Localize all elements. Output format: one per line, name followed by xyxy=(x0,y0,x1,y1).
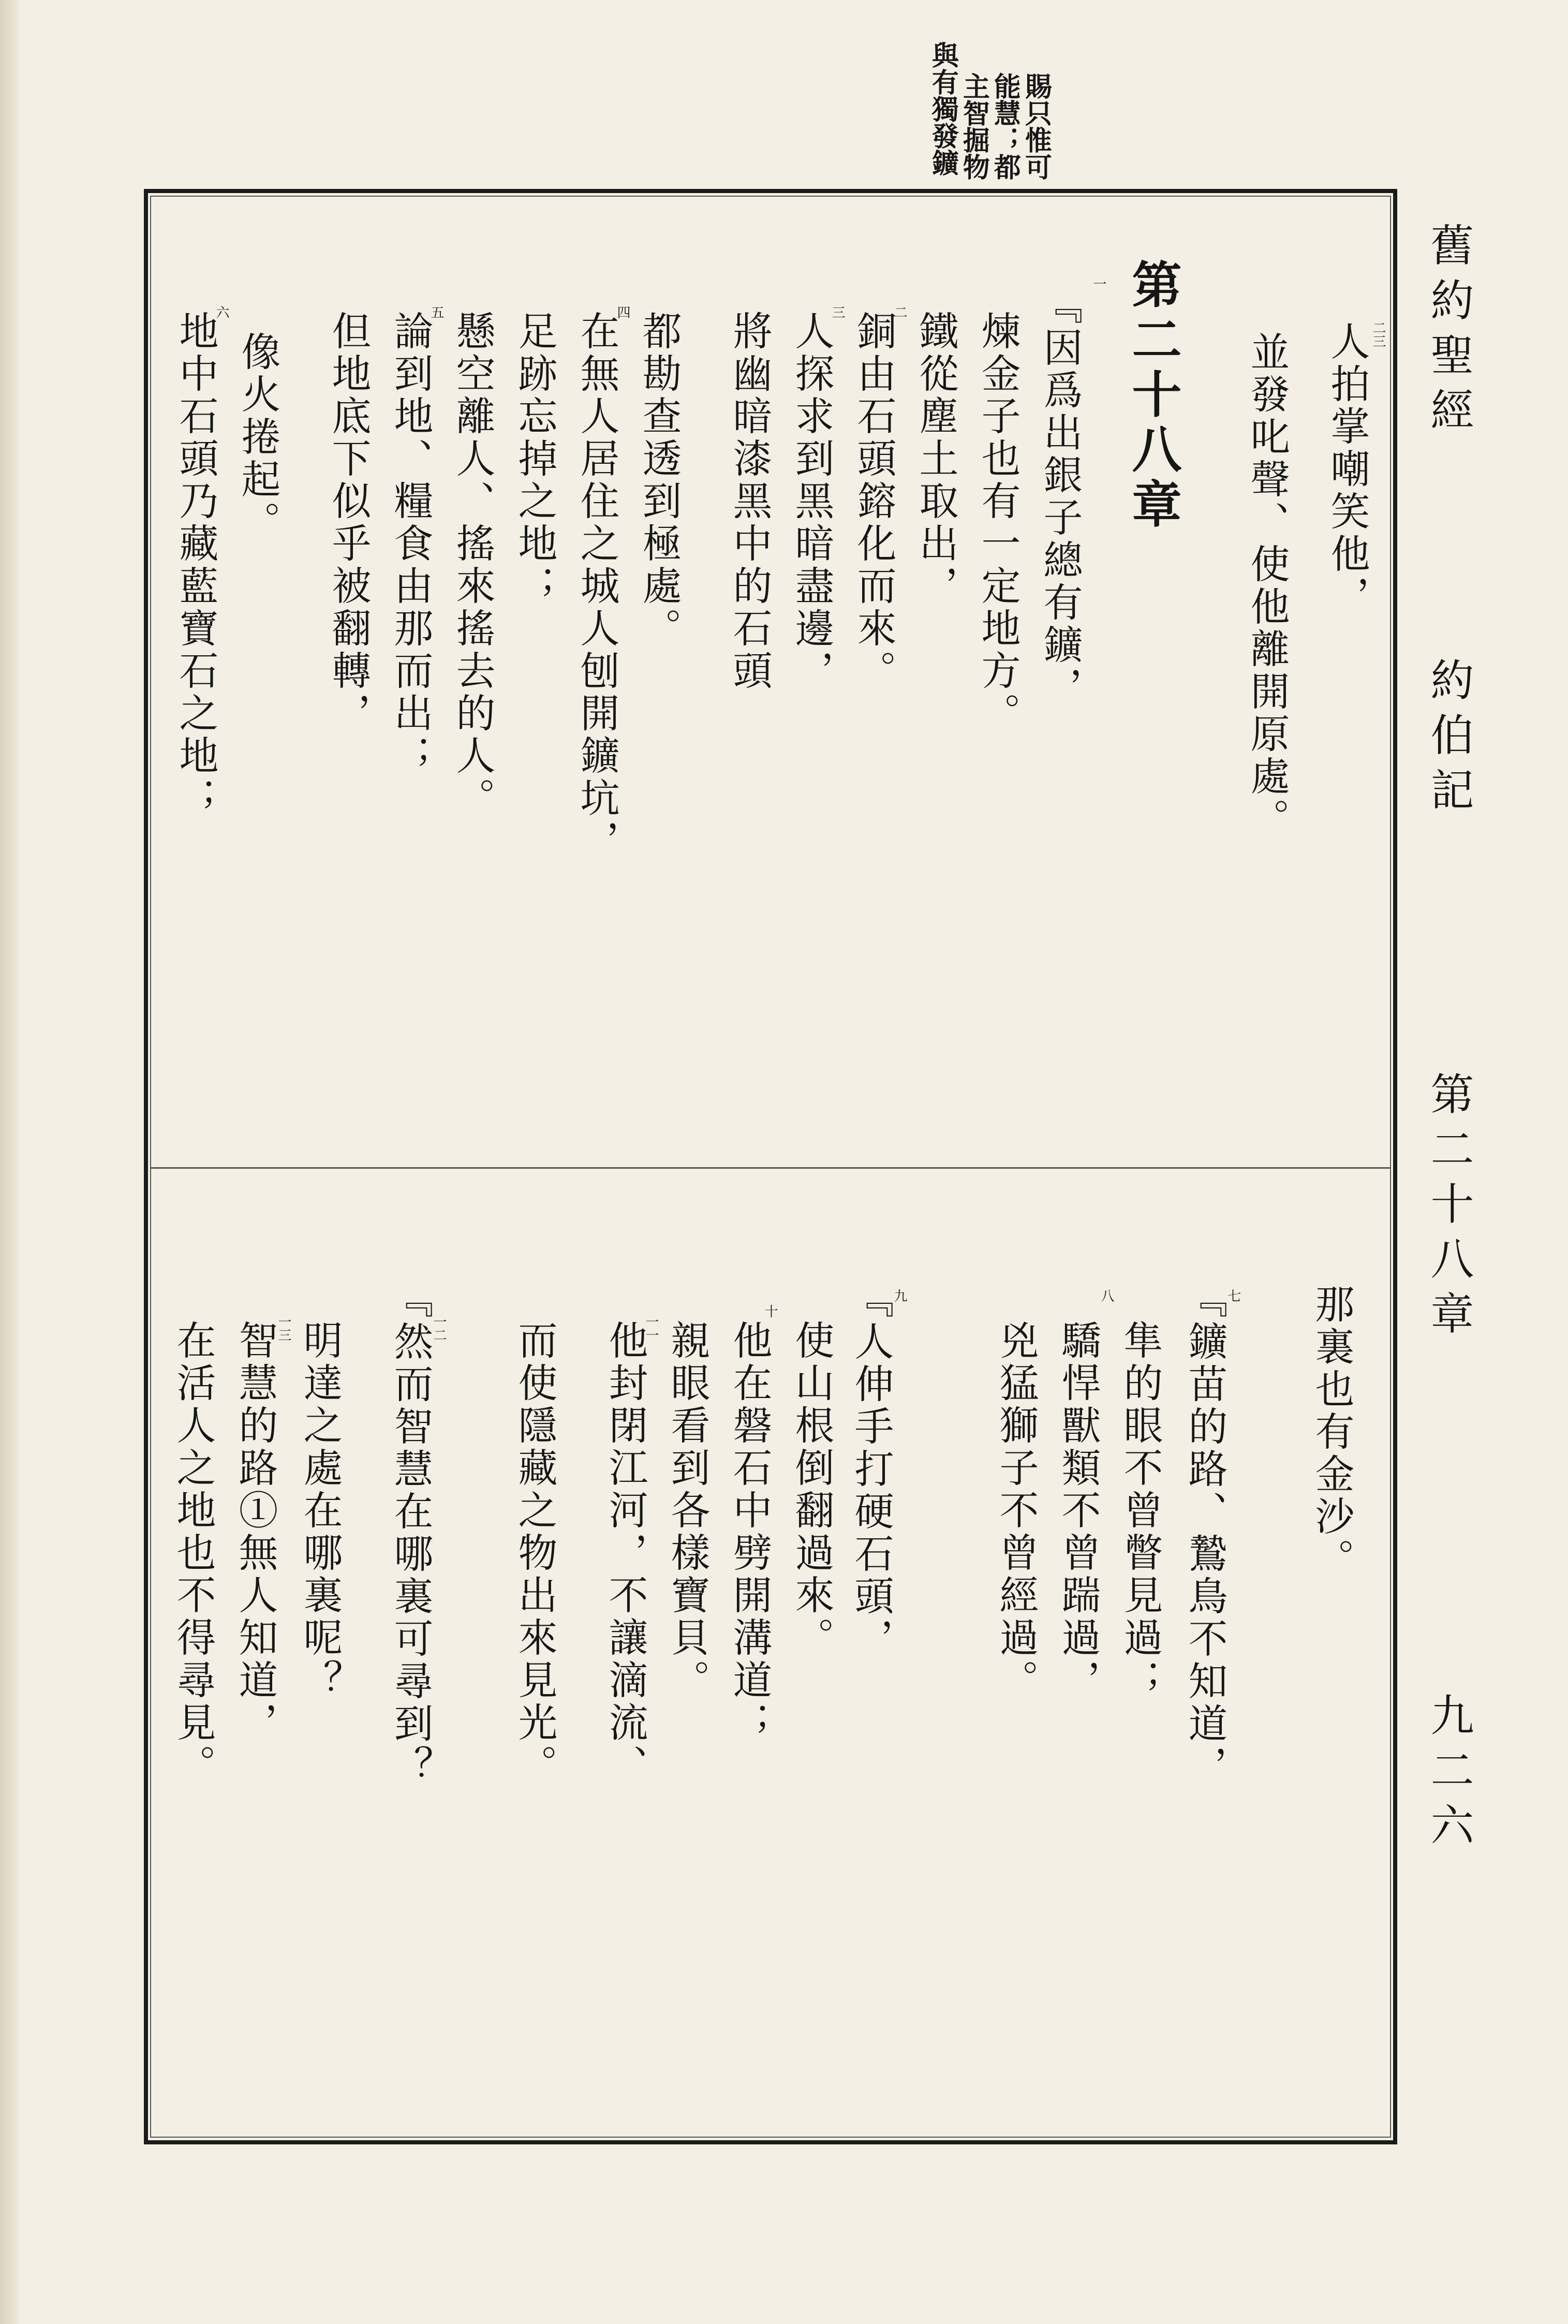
verse-number: 二三 xyxy=(1370,321,1386,348)
text-line: 明達之處在哪裏呢？ xyxy=(297,1320,343,1702)
text-line: 人拍掌嘲笑他， xyxy=(1324,321,1370,618)
verse-number: 十 xyxy=(762,1304,778,1318)
text-line: 親眼看到各樣寶貝。 xyxy=(664,1320,711,1702)
text-line: 『然而智慧在哪裏可尋到？ xyxy=(388,1278,434,1788)
text-line: 『鑛苗的路、鷙鳥不知道， xyxy=(1182,1278,1228,1788)
verse-number: 五 xyxy=(428,305,444,319)
cross-ref-col-1: 與有獨發鑛 xyxy=(927,41,959,176)
cross-ref-col-4: 賜只惟可 xyxy=(1020,72,1052,180)
text-line: 並發叱聲、使他離開原處。 xyxy=(1244,331,1290,841)
text-line: 而使隱藏之物出來見光。 xyxy=(512,1320,558,1787)
running-header-section: 約伯記 xyxy=(1424,657,1474,822)
verse-number: 一三 xyxy=(276,1315,291,1342)
binding-edge xyxy=(0,0,19,2324)
cross-ref-col-2: 主智掘物 xyxy=(958,72,990,180)
text-line: 足跡忘掉之地； xyxy=(512,311,558,608)
running-header-book: 舊約聖經 xyxy=(1424,223,1474,442)
cross-ref-col-3: 能慧；都 xyxy=(989,72,1021,180)
text-line: 地中石頭乃藏藍寶石之地； xyxy=(173,311,219,820)
text-line: 人探求到黑暗盡邊， xyxy=(789,311,835,693)
text-line: 像火捲起。 xyxy=(235,331,281,543)
text-line: 智慧的路①無人知道， xyxy=(232,1320,278,1744)
running-header-chapter: 第二十八章 xyxy=(1424,1071,1474,1346)
text-line: 在活人之地也不得尋見。 xyxy=(170,1320,216,1787)
verse-number: 八 xyxy=(1099,1289,1114,1302)
verse-number: 三 xyxy=(830,305,845,319)
text-line: 驕悍獸類不曾踹過， xyxy=(1055,1320,1101,1702)
verse-number: 七 xyxy=(1225,1289,1241,1302)
text-line: 論到地、糧食由那而出； xyxy=(388,311,434,777)
verse-number: 一一 xyxy=(643,1315,659,1342)
text-line: 銅由石頭鎔化而來。 xyxy=(851,311,897,693)
text-line: 隼的眼不曾瞥見過； xyxy=(1117,1320,1163,1702)
text-line: 都勘查透到極處。 xyxy=(636,311,682,650)
verse-number: 四 xyxy=(615,305,630,319)
section-divider xyxy=(150,1167,1391,1169)
text-line: 鐵從塵土取出， xyxy=(913,311,959,608)
page-number: 九二六 xyxy=(1424,1693,1474,1857)
text-line: 那裏也有金沙。 xyxy=(1309,1284,1355,1581)
text-line: 在無人居住之城人刨開鑛坑， xyxy=(574,311,620,862)
text-line: 兇猛獅子不曾經過。 xyxy=(993,1320,1039,1702)
text-line: 但地底下似乎被翻轉， xyxy=(326,311,372,735)
text-line: 他在磐石中劈開溝道； xyxy=(727,1320,773,1744)
text-line: 將幽暗漆黑中的石頭 xyxy=(727,311,773,693)
verse-number: 六 xyxy=(214,305,229,319)
text-line: 煉金子也有一定地方。 xyxy=(975,311,1021,735)
text-line: 懸空離人、搖來搖去的人。 xyxy=(450,311,496,820)
chapter-title: 第二十八章 xyxy=(1124,259,1182,533)
text-line: 使山根倒翻過來。 xyxy=(789,1320,835,1659)
text-line: 『因爲出銀子總有鑛， xyxy=(1037,285,1083,709)
text-line: 『人伸手打硬石頭， xyxy=(848,1278,894,1660)
verse-number: 一 xyxy=(1091,277,1106,290)
verse-number: 一二 xyxy=(431,1315,447,1342)
verse-number: 二 xyxy=(892,305,907,319)
verse-number: 九 xyxy=(892,1289,907,1302)
text-line: 他封閉江河，不讓滴流、 xyxy=(602,1320,648,1787)
